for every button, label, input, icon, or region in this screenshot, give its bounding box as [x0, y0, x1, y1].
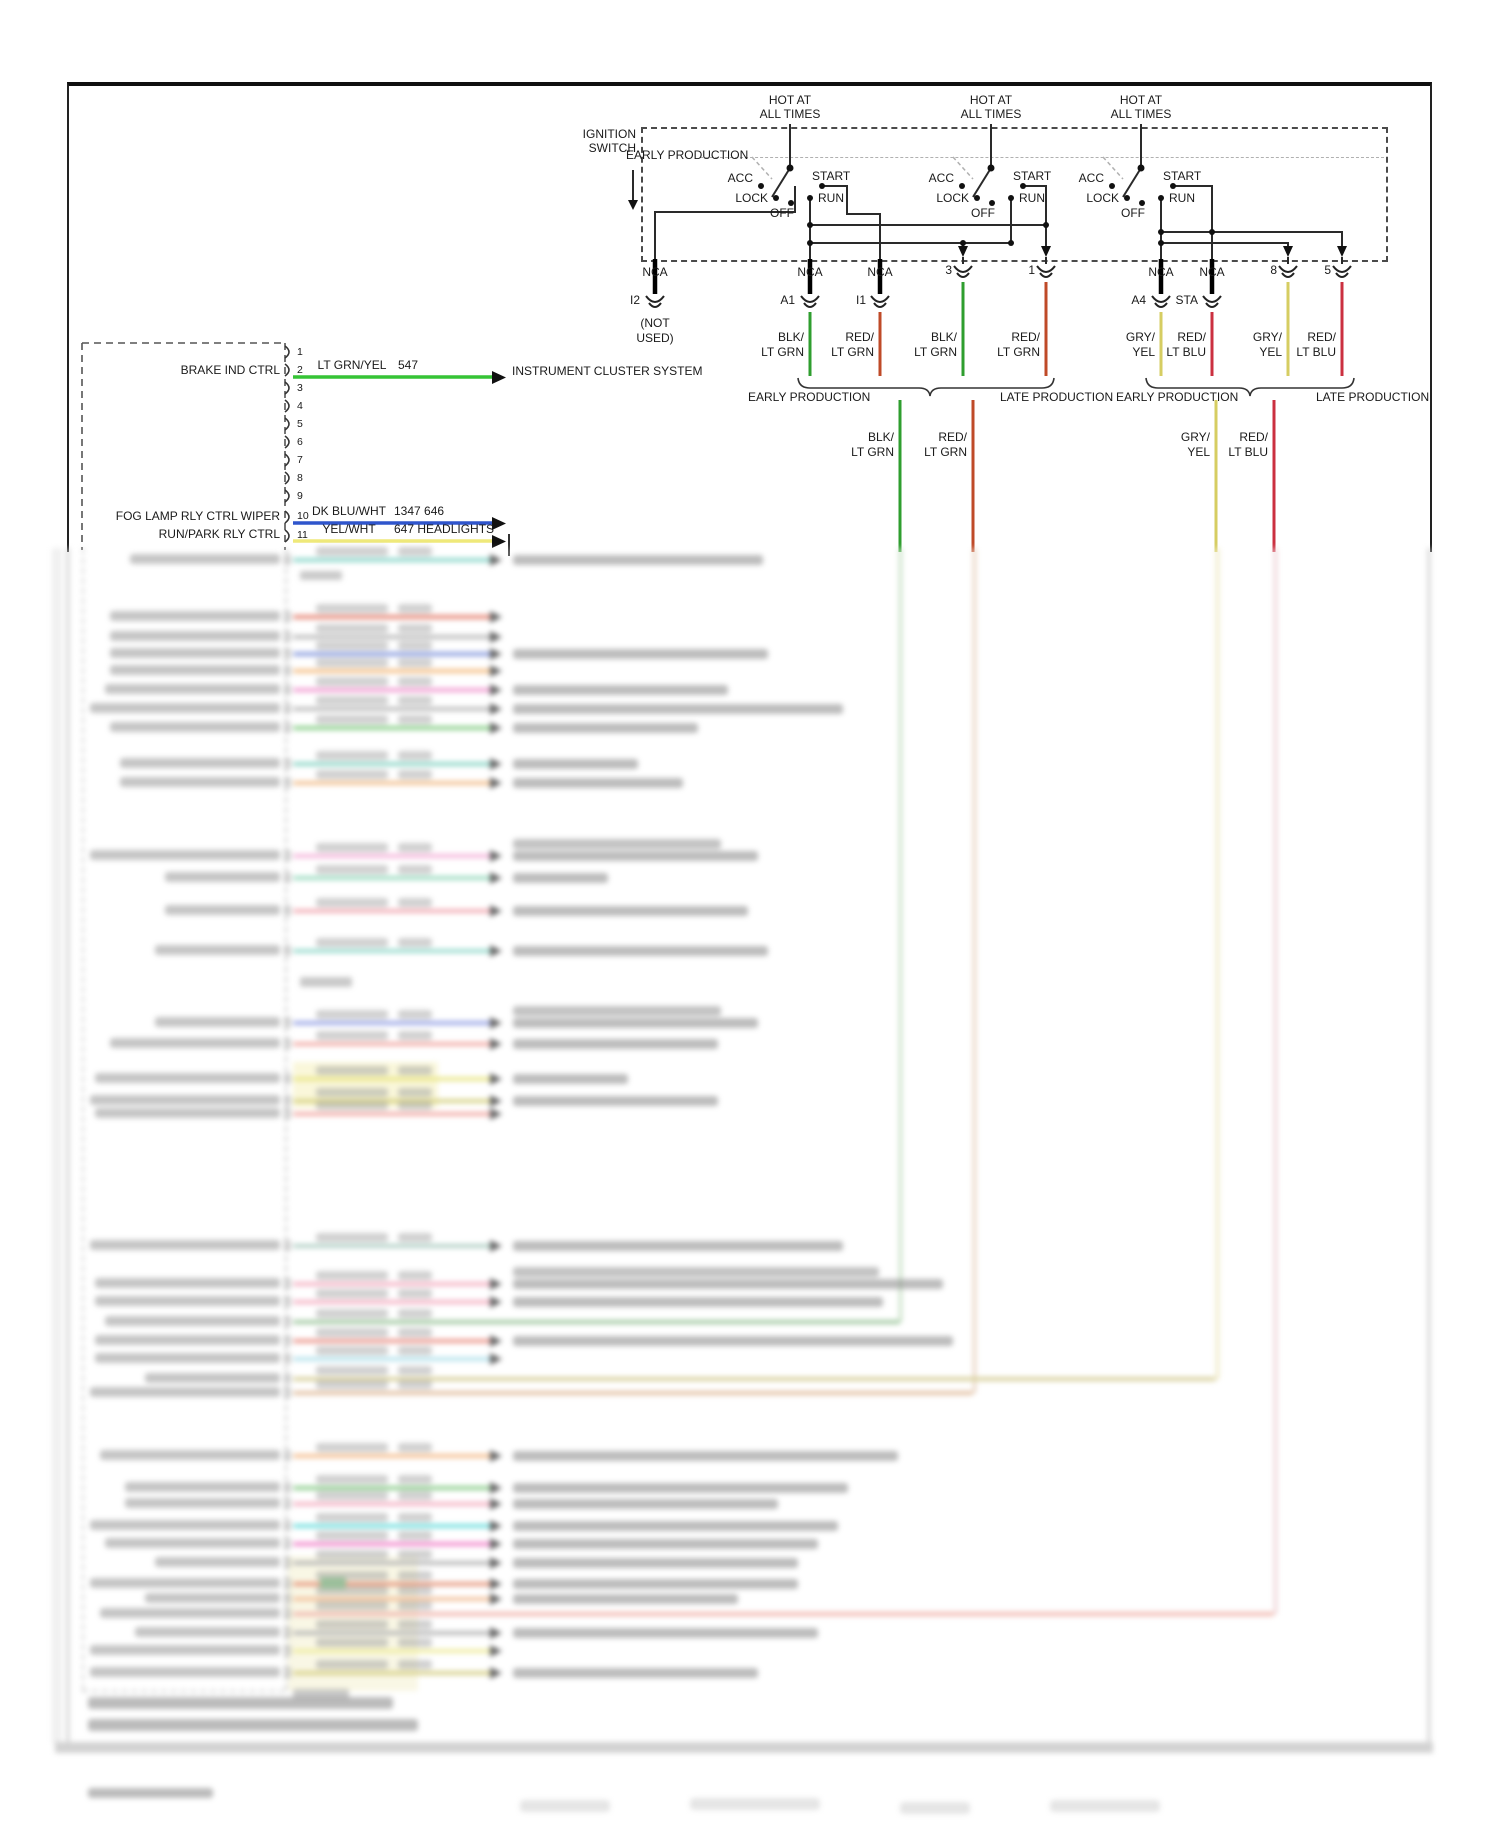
lpin-1: 1 — [297, 346, 303, 358]
arrow-fog-lamp — [492, 517, 506, 530]
fog-circuit-number: 1347 646 — [394, 504, 445, 518]
lpin-3: 3 — [297, 382, 303, 394]
sw1-acc-label: ACC — [727, 171, 753, 185]
brake-destination: INSTRUMENT CLUSTER SYSTEM — [512, 364, 703, 378]
wlabel-sta-2: LT BLU — [1166, 345, 1206, 359]
wlabel-a4-1: GRY/ — [1125, 330, 1155, 344]
wlabel-3-1: BLK/ — [930, 330, 957, 344]
hot-at-label-1a: HOT AT — [768, 93, 812, 107]
not-used-label-1: (NOT — [640, 316, 670, 330]
lpin-2: 2 — [297, 364, 303, 376]
sw3-acc-label: ACC — [1078, 171, 1104, 185]
wlabel-a1-1: BLK/ — [777, 330, 804, 344]
wlabel-sta-1: RED/ — [1177, 330, 1206, 344]
hot-feed-lines — [790, 124, 1141, 166]
hot-at-label-3b: ALL TIMES — [1110, 107, 1172, 121]
sw3-lock-label: LOCK — [1086, 191, 1119, 205]
late-production-1: LATE PRODUCTION — [1000, 390, 1114, 404]
sw1-off-label: OFF — [770, 206, 794, 220]
runpark-wire-code: YEL/WHT — [322, 522, 376, 536]
fog-lamp-label: FOG LAMP RLY CTRL WIPER — [115, 509, 280, 523]
early-production-label: EARLY PRODUCTION — [626, 148, 749, 162]
mlabel-red-1: RED/ — [938, 430, 967, 444]
wlabel-i1-2: LT GRN — [831, 345, 874, 359]
wlabel-1-2: LT GRN — [997, 345, 1040, 359]
lpin-8: 8 — [297, 472, 303, 484]
pin-a4-label: A4 — [1131, 293, 1146, 307]
nca-a1: NCA — [797, 265, 823, 279]
sw1-start-label: START — [812, 169, 851, 183]
lpin-9: 9 — [297, 490, 303, 502]
sw2-run-label: RUN — [1019, 191, 1045, 205]
nca-a4: NCA — [1148, 265, 1174, 279]
sw2-off-label: OFF — [971, 206, 995, 220]
lpin-7: 7 — [297, 454, 303, 466]
late-production-2: LATE PRODUCTION — [1316, 390, 1430, 404]
brake-wire-code: LT GRN/YEL — [317, 358, 387, 372]
wlabel-8-2: YEL — [1259, 345, 1282, 359]
nca-i1: NCA — [867, 265, 893, 279]
blur-zone — [0, 548, 1500, 1828]
pin-1-number: 1 — [1028, 263, 1035, 277]
hot-at-label-1b: ALL TIMES — [759, 107, 821, 121]
pin-connector-symbols — [646, 266, 1351, 307]
wlabel-3-2: LT GRN — [914, 345, 957, 359]
brake-ind-ctrl-label: BRAKE IND CTRL — [180, 363, 280, 377]
pin-sta-label: STA — [1175, 293, 1198, 307]
ignition-switch-label-2: SWITCH — [588, 141, 636, 155]
sw2-lock-label: LOCK — [936, 191, 969, 205]
sw2-start-label: START — [1013, 169, 1052, 183]
wlabel-5-2: LT BLU — [1296, 345, 1336, 359]
blur-wash — [0, 548, 1500, 1828]
run-park-label: RUN/PARK RLY CTRL — [158, 527, 280, 541]
runpark-circuit-number: 647 HEADLIGHTS — [394, 522, 495, 536]
arrow-brake-ind — [492, 371, 506, 384]
mlabel-blu-1: RED/ — [1239, 430, 1268, 444]
mlabel-grn-2: LT GRN — [851, 445, 894, 459]
not-used-label-2: USED) — [636, 331, 674, 345]
brake-circuit-number: 547 — [398, 358, 419, 372]
sw1-run-label: RUN — [818, 191, 844, 205]
wlabel-a1-2: LT GRN — [761, 345, 804, 359]
arrow-run-park — [492, 535, 506, 548]
lpin-10: 10 — [297, 510, 309, 522]
nca-i2: NCA — [642, 265, 668, 279]
hot-at-label-2b: ALL TIMES — [960, 107, 1022, 121]
mlabel-red-2: LT GRN — [924, 445, 967, 459]
mlabel-grn-1: BLK/ — [867, 430, 894, 444]
fog-wire-code: DK BLU/WHT — [311, 504, 386, 518]
schematic-linework — [0, 0, 1500, 560]
pin-i1-label: I1 — [855, 293, 866, 307]
mlabel-blu-2: LT BLU — [1228, 445, 1268, 459]
sw2-acc-label: ACC — [928, 171, 954, 185]
sw3-run-label: RUN — [1169, 191, 1195, 205]
lpin-6: 6 — [297, 436, 303, 448]
early-production-2: EARLY PRODUCTION — [1116, 390, 1239, 404]
pin8-route — [1161, 243, 1288, 246]
ignition-switch-label-1: IGNITION — [582, 127, 636, 141]
wlabel-1-1: RED/ — [1011, 330, 1040, 344]
hot-at-label-3a: HOT AT — [1119, 93, 1163, 107]
sw3-start-label: START — [1163, 169, 1202, 183]
pin-a1-label: A1 — [780, 293, 795, 307]
sw1-lock-label: LOCK — [735, 191, 768, 205]
nca-sta: NCA — [1199, 265, 1225, 279]
pin-8-number: 8 — [1270, 263, 1277, 277]
mlabel-yel-2: YEL — [1187, 445, 1210, 459]
wlabel-5-1: RED/ — [1307, 330, 1336, 344]
pin-i2-label: I2 — [629, 293, 640, 307]
wlabel-i1-1: RED/ — [845, 330, 874, 344]
lpin-5: 5 — [297, 418, 303, 430]
lpin-4: 4 — [297, 400, 303, 412]
hot-at-label-2a: HOT AT — [969, 93, 1013, 107]
lpin-11: 11 — [297, 529, 308, 541]
mlabel-yel-1: GRY/ — [1180, 430, 1210, 444]
wlabel-8-1: GRY/ — [1252, 330, 1282, 344]
wlabel-a4-2: YEL — [1132, 345, 1155, 359]
pin-3-number: 3 — [945, 263, 952, 277]
sw3-off-label: OFF — [1121, 206, 1145, 220]
early-production-1: EARLY PRODUCTION — [748, 390, 871, 404]
pin-5-number: 5 — [1324, 263, 1331, 277]
